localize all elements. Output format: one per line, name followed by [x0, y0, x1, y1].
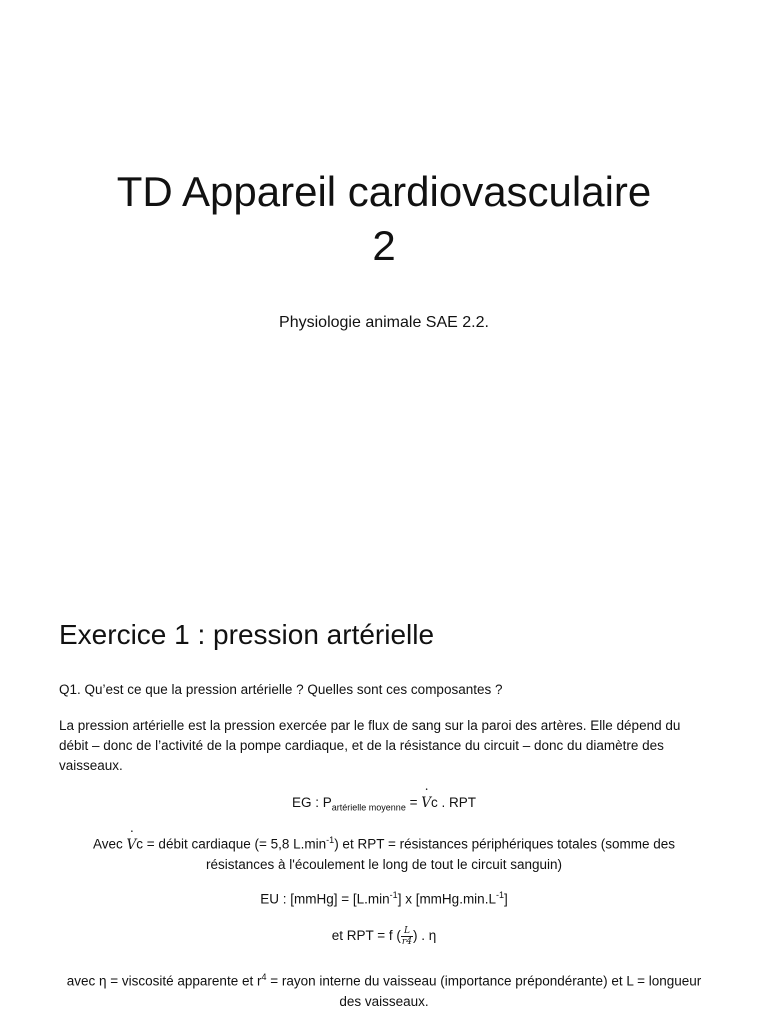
v-dot-symbol: ˙ V: [127, 837, 137, 853]
equation-units: EU : [mmHg] = $[L.\min^{-1}]$ x $[mmHg.\min.L^{-1}]$: [260, 890, 508, 907]
fraction-l-over-r4: $\frac{L}{r4}$: [401, 926, 412, 947]
title-line-2: 2: [372, 222, 396, 269]
title-line-1: TD Appareil cardiovasculaire: [116, 168, 652, 215]
definition-viscosity: avec η = viscosité apparente et $r^4$ = rayon interne du vaisseau (importance prépondérante) et L = longueur des vaisseaux.: [66, 972, 702, 1009]
v-dot-symbol: ˙ V: [421, 795, 431, 811]
question-q1: Q1. Qu’est ce que la pression artérielle ? Quelles sont ces composantes ?: [59, 682, 503, 697]
slide-title: [0, 165, 768, 273]
exercise-heading: Exercice 1 : pression artérielle: [59, 619, 435, 650]
definition-cardiac-output: Avec ˙ Vc = débit cardiaque (= 5,8 $L.\min^{-1}$) et RPT = résistances périphériques totales (somme des résistances à l'écoulement le long de tout le circuit sanguin): [59, 830, 709, 875]
equation-rpt: et RPT = f ( $\frac{L}{r4}$ ) . η: [331, 926, 437, 947]
slide-subtitle: Physiologie animale SAE 2.2.: [279, 314, 489, 331]
answer-paragraph: La pression artérielle est la pression exercée par le flux de sang sur la paroi des artères. Elle dépend du débit – donc de l’activité de la pompe cardiaque, et de la résistance du circuit – donc du diamètre des vaisseaux.: [59, 718, 681, 773]
exercise-slide: [0, 592, 768, 1024]
equation-eg: EG : $P_{artérielle moyenne}$ = ˙ Vc . RPT: [59, 793, 709, 818]
